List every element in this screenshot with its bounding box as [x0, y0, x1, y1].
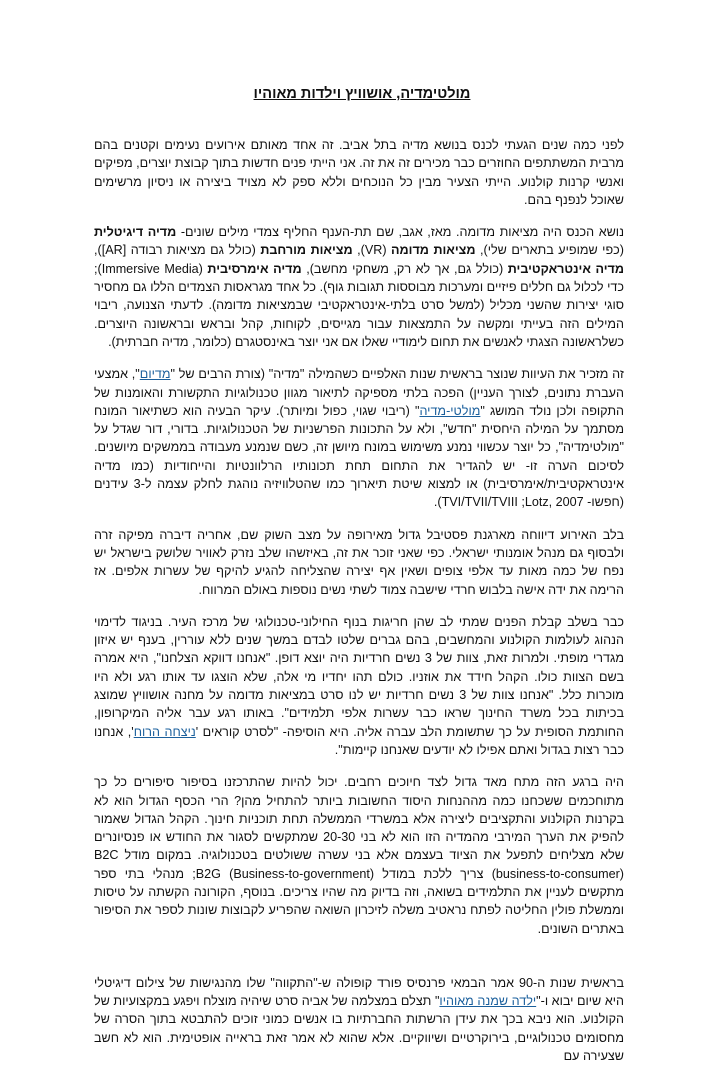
term-interactive-media: מדיה אינטראקטיבית	[507, 261, 624, 276]
paragraph-4: בלב האירוע דיווחה מארגנת פסטיבל גדול מאירופה על מצב השוק שם, אחריה דיברה מפיקה זרה ולבסוף גם מנהל אומנותי ישראלי. כפי שאני זוכר את זה, באיזשהו שלב נזרק לאוויר שלושק בישראל יש נפח של כמה מאות עד אלפי צופים ושאין אף יצירה שהצליחה להגיע להיקף של עשרות אלפים. אז הרימה את ידה אישה בלבוש חרדי שישבה צמוד לשתי נשים נוספות באולם המרווח.	[94, 527, 624, 597]
text-run: זה מזכיר את העיוות שנוצר בראשית שנות האלפיים כשהמילה "מדיה" (צורת הרבים של "	[170, 367, 624, 382]
text-run: " (ריבוי שגוי, כפול ומיותר). עיקר הבעיה הוא כשתיאור המונח מסתמך על המילה היחסית "חדש", ולא על התכונות הפרשניות של הטכנולוגיות. בדורי, דור שגדל על "מולטימדיה", כל יוצר עכשווי נמנע משימוש במונח מיושן זה, כשם שנמנע מעבודה בממשקים מיושנים. לסיכום הערה זו- יש להגדיר את התחום תחת תכונותיו הרלוונטיות והייחודיות (כמו מדיה אינטראקטיבית/אימרסיבית) או למצוא שיטת תיארוך כמו שהטלוויזיה נוהגת לחלק עצמה ל-3 עידנים (חפשו- TVI/TVII/TVIII ;Lotz, 2007).	[94, 403, 624, 510]
text-run: (כולל גם, אך לא רק, משחקי מחשב),	[301, 261, 508, 276]
link-fat-girl-ohio[interactable]: ילדה שמנה מאוהיו	[439, 994, 537, 1009]
term-virtual-reality: מציאות מדומה	[391, 243, 476, 258]
text-run: (כפי שמופיע בתארים שלי),	[475, 243, 624, 258]
text-run: " תצלם במצלמה של אביה סרט שיהיה מוצלח ויפגע במקצועיות של הקולנוע. הוא ניבא בכך את עידן הרשתות החברתיות בו אנשים כמוני זוכים להתבטא בתוך הסרה של מחסומים טכנולוגיים, בירוקרטיים ושיווקיים. אלא שהוא לא אמר זאת בראייה אופטימית. הוא לא חשב שצעירה עם	[94, 994, 624, 1064]
term-extended-reality: מציאות מורחבת	[260, 243, 353, 258]
text-run: (כולל גם מציאות רבודה [AR]),	[94, 243, 261, 258]
text-run: כבר בשלב קבלת הפנים שמתי לב שהן חריגות בנוף החילוני-טכנולוגי של מרכז העיר. בניגוד לדימוי הנהוג לעולמות הקולנוע והמחשבים, בהם גברים שלטו לבדם במשך שנים ללא עוררין, בענף יש איזון מגדרי מופתי. ולמרות זאת, צוות של 3 נשים חרדיות היה יוצא דופן. "אנחנו דווקא הצלחנו", היא אמרה בשם הצוות כולו. הקהל חידד את אוזניו. כולם תהו יחדיו מי אלה, שלא הוצגו עד אותו רגע ולא היו מוכרות כלל. "אנחנו צוות של 3 נשים חרדיות יש לנו סרט במציאות מדומה על מחנה אושוויץ שמוצג בכיתות בכל משרד החינוך שראו כבר עשרות אלפי תלמידים". באותו רגע עבר אליה המיקרופון, החותמת הסופית על כך שתשומת הלב עברה אליה. היא הוסיפה- "לסרט קוראים '	[94, 614, 624, 739]
paragraph-6: היה ברגע הזה מתח מאד גדול לצד חיוכים רחבים. יכול להיות שהתרכזנו בסיפור סיפורים כל כך מתוחכמים ששכחנו כמה מההנחות היסוד החשובות ביותר להתחיל מהן? הרי הכסף הגדול הוא לא בקרנות הקולנוע והתקציבים ליצירה אלא במשרדי הממשלה תחת תוכניות חינוך. הקהל הגדול שאמור להפיק את הערך המירבי מהמדיה הזו הוא לא בני 20-30 שמתקשים לסגור את החודש או פנסיונרים שלא מצליחים לתפעל את הציוד בעצמם אלא בני עשרה ששולטים בטכנולוגיה. במקום מודל B2C (business-to-consumer) צריך ללכת במודל B2G (Business-to-government); מנהלי בתי ספר מתקשים לעניין את התלמידים בשואה, וזה בדיוק מה שהיו צריכים. בנוסף, הקורונה הקשתה על טיסות וממשלת פולין החליטה לפתח נראטיב משלה לזיכרון השואה שהפריע לקבוצות שונות לספר את הסיפור באתרים השונים.	[94, 775, 624, 936]
text-run: נושא הכנס היה מציאות מדומה. מאז, אגב, שם תת-הענף החליף צמדי מילים שונים-	[176, 225, 624, 240]
link-film-title[interactable]: ניצחה הרוח	[133, 724, 196, 739]
paragraph-2	[94, 223, 624, 351]
text-run: בראשית שנות ה-90 אמר הבמאי פרנסיס פורד קופולה ש-"התקווה" שלו מהנגישות של צילום דיגיטלי היא שיום יבוא ו-"	[94, 975, 624, 1009]
link-medium[interactable]: מדיום	[139, 367, 171, 382]
paragraph-3	[94, 365, 624, 511]
text-run: (VR),	[352, 243, 392, 258]
term-digital-media: מדיה דיגיטלית	[94, 225, 177, 240]
text-run: ', אנחנו כבר רצות בגדול ואתם אפילו לא יודעים שאנחנו קיימות".	[94, 724, 624, 757]
text-run: ", אמצעי העברת נתונים, לצורך העניין) הפכה בלתי מספיקה לתיאור מגוון טכנולוגיות התקשורת והאומנות של התקופה ולכן נולד המושג "	[94, 367, 625, 418]
paragraph-1: לפני כמה שנים הגעתי לכנס בנושא מדיה בתל אביב. זה אחד מאותם אירועים נעימים וקטנים בהם מרבית המשתתפים החוזרים כבר מכירים זה את זה. אני הייתי פנים חדשות בתוך קבוצת יוצרים, מפיקים ואנשי קרנות קולנוע. הייתי הצעיר מבין כל הנוכחים וללא ספק לא מצויד ביצירה או ניסיון מרשימים שאוכל לנפנף בהם.	[94, 138, 624, 207]
document-title: מולטימדיה, אושוויץ וילדות מאוהיו	[253, 86, 471, 102]
paragraph-7	[94, 974, 624, 1065]
document-body	[94, 136, 624, 1079]
link-multimedia[interactable]: מולטי-מדיה	[419, 403, 481, 418]
text-run: (Immersive Media); כדי לכלול גם חללים פיזיים ומערכות מבוססות תגובות גוף). כל אחד מגראסות הצמדים הללו גם מחסיר סוגי יצירות שהשני מכליל (למשל סרט בלתי-אינטראקטיבי שבמציאות מדומה). לדעתי הצנועה, ריבוי המילים הזה בעייתי ומקשה על התמצאות עבור מגייסים, לקוחות, קהל ובראש ובראשונה היוצרים. כשלראשונה הצגתי לאנשים את תחום לימודיי שאלו אם אני יוצר באינסטגרם (כלומר, מדיה חברתית).	[94, 261, 624, 349]
term-immersive-media: מדיה אימרסיבית	[207, 261, 302, 276]
paragraph-5	[94, 613, 624, 759]
